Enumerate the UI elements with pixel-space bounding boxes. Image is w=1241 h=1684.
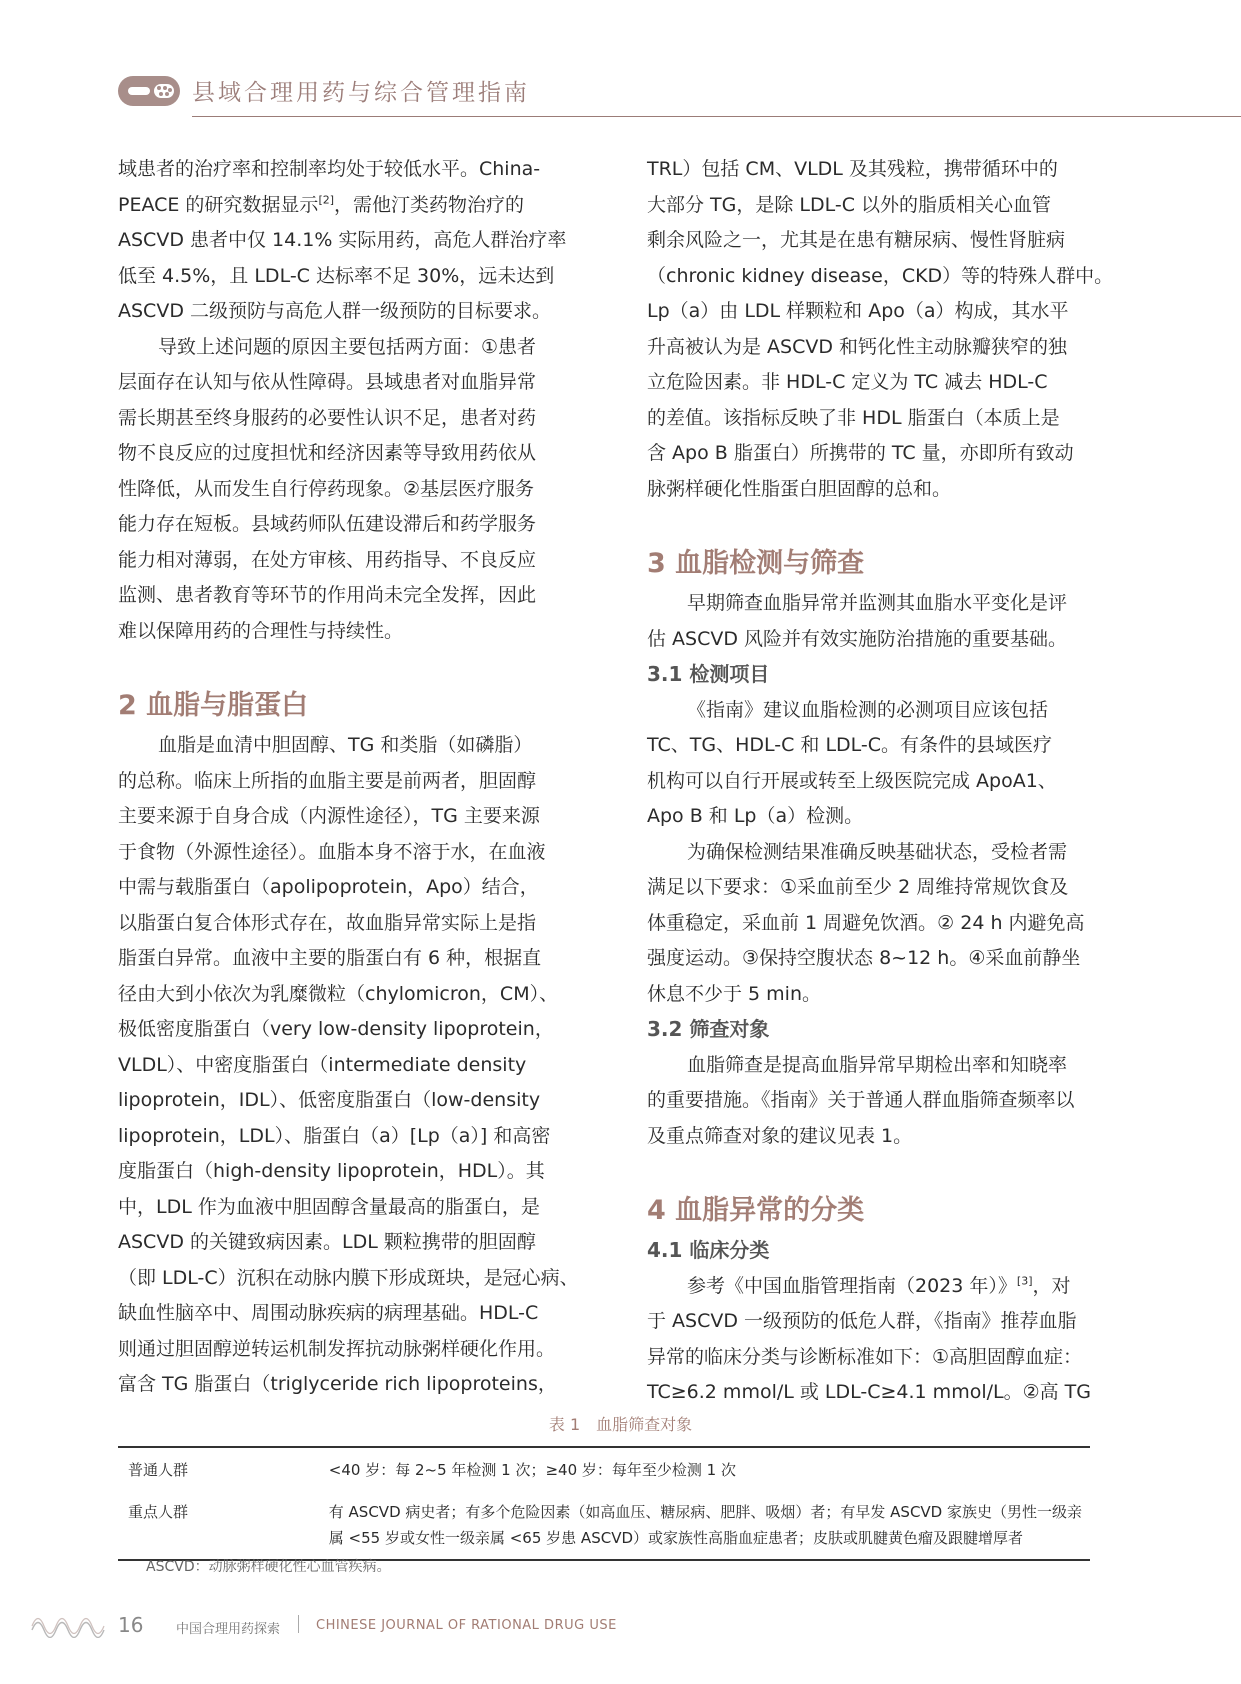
paragraph-5	[647, 586, 1095, 657]
text-line: ASCVD 患者中仅 14.1% 实际用药，高危人群治疗率	[118, 229, 567, 251]
text-line: 《指南》建议血脂检测的必测项目应该包括	[687, 698, 1049, 721]
text-line: 体重稳定，采血前 1 周避免饮酒。② 24 h 内避免高	[647, 911, 1085, 934]
text-line: ASCVD 二级预防与高危人群一级预防的目标要求。	[118, 300, 551, 322]
paragraph-4	[647, 152, 1114, 507]
table-note: ASCVD：动脉粥样硬化性心血管疾病。	[146, 1559, 391, 1575]
text-line: 缺血性脑卒中、周围动脉疾病的病理基础。HDL-C	[118, 1302, 539, 1324]
text-line: 中需与载脂蛋白（apolipoprotein，Apo）结合，	[118, 876, 539, 898]
wave-ornament-icon	[30, 1614, 110, 1638]
section-heading-4: 4 血脂异常的分类	[647, 1195, 865, 1226]
text-line: TC、TG、HDL-C 和 LDL-C。有条件的县域医疗	[647, 734, 1053, 756]
paragraph-6	[647, 693, 1095, 835]
paragraph-8	[647, 1048, 1095, 1155]
text-line: 富含 TG 脂蛋白（triglyceride rich lipoproteins，	[118, 1373, 557, 1395]
header-rule	[192, 116, 1241, 117]
text-line: 层面存在认知与依从性障碍。县域患者对血脂异常	[118, 371, 537, 393]
header-title: 县域合理用药与综合管理指南	[192, 80, 530, 106]
text-line: 的总称。临床上所指的血脂主要是前两者，胆固醇	[118, 769, 537, 792]
paragraph-7	[647, 835, 1095, 1013]
table-row	[118, 1491, 1090, 1560]
text-line: 难以保障用药的合理性与持续性。	[118, 619, 404, 642]
text-line: 径由大到小依次为乳糜微粒（chylomicron，CM）、	[118, 982, 559, 1005]
text-line: Lp（a）由 LDL 样颗粒和 Apo（a）构成，其水平	[647, 300, 1069, 322]
text-line: 的差值。该指标反映了非 HDL 脂蛋白（本质上是	[647, 406, 1060, 429]
text-line: 于食物（外源性途径）。血脂本身不溶于水，在血液	[118, 840, 546, 863]
text-line: 脂蛋白异常。血液中主要的脂蛋白有 6 种，根据直	[118, 947, 542, 969]
text-line: 剩余风险之一，尤其是在患有糖尿病、慢性肾脏病	[647, 229, 1066, 251]
left-column	[118, 152, 579, 1403]
text-line: 脉粥样硬化性脂蛋白胆固醇的总和。	[647, 477, 952, 500]
text-line: lipoprotein，LDL）、脂蛋白（a）[Lp（a）] 和高密	[118, 1124, 551, 1147]
text-line: （chronic kidney disease，CKD）等的特殊人群中。	[647, 264, 1114, 287]
text-line: 参考《中国血脂管理指南（2023 年）》[3]，对	[687, 1274, 1071, 1297]
text-line: lipoprotein，IDL）、低密度脂蛋白（low-density	[118, 1089, 541, 1111]
text-line: 能力相对薄弱，在处方审核、用药指导、不良反应	[118, 548, 537, 571]
text-line: TRL）包括 CM、VLDL 及其残粒，携带循环中的	[647, 158, 1058, 180]
section-heading-3: 3 血脂检测与筛查	[647, 548, 865, 579]
text-line: 极低密度脂蛋白（very low-density lipoprotein，	[118, 1018, 554, 1040]
reference-mark: [3]	[1016, 1274, 1033, 1288]
text-line: 需长期甚至终身服药的必要性认识不足，患者对药	[118, 406, 537, 429]
text-line: 及重点筛查对象的建议见表 1。	[647, 1124, 913, 1147]
text-line: 中，LDL 作为血液中胆固醇含量最高的脂蛋白，是	[118, 1195, 540, 1218]
text-line: 休息不少于 5 min。	[647, 982, 821, 1005]
text-line: 异常的临床分类与诊断标准如下：①高胆固醇血症：	[647, 1345, 1083, 1368]
text-line: （即 LDL-C）沉积在动脉内膜下形成斑块，是冠心病、	[118, 1266, 579, 1289]
text-line: 含 Apo B 脂蛋白）所携带的 TC 量，亦即所有致动	[647, 442, 1074, 464]
text-line: 则通过胆固醇逆转运机制发挥抗动脉粥样硬化作用。	[118, 1337, 556, 1360]
text-line: ASCVD 的关键致病因素。LDL 颗粒携带的胆固醇	[118, 1231, 536, 1253]
journal-name-en: CHINESE JOURNAL OF RATIONAL DRUG USE	[316, 1618, 617, 1633]
paragraph-2	[118, 330, 566, 650]
text-line: TC≥6.2 mmol/L 或 LDL-C≥4.1 mmol/L。②高 TG	[647, 1381, 1091, 1403]
journal-logo-icon	[118, 76, 180, 106]
page-number: 16	[118, 1613, 144, 1637]
table-title: 表 1 血脂筛查对象	[548, 1415, 693, 1434]
text-line: Apo B 和 Lp（a）检测。	[647, 805, 864, 827]
text-line: 物不良反应的过度担忧和经济因素等导致用药依从	[118, 442, 537, 464]
running-header	[118, 70, 1241, 114]
text-line: 血脂是血清中胆固醇、TG 和类脂（如磷脂）	[158, 734, 533, 756]
text-line: 早期筛查血脂异常并监测其血脂水平变化是评	[687, 592, 1068, 614]
text-line: PEACE 的研究数据显示[2]，需他汀类药物治疗的	[118, 193, 525, 216]
text-line: 强度运动。③保持空腹状态 8~12 h。④采血前静坐	[647, 947, 1081, 969]
text-line: 机构可以自行开展或转至上级医院完成 ApoA1、	[647, 769, 1057, 792]
text-line: 域患者的治疗率和控制率均处于较低水平。China-	[118, 158, 541, 180]
footer-divider	[298, 1615, 299, 1633]
subsection-heading-4-1: 4.1 临床分类	[647, 1238, 770, 1262]
subsection-heading-3-1: 3.1 检测项目	[647, 662, 770, 686]
table-cell-label: 重点人群	[128, 1503, 189, 1521]
text-line: 的重要措施。《指南》关于普通人群血脂筛查频率以	[647, 1089, 1075, 1111]
paragraph-9	[647, 1269, 1095, 1411]
text-line: 估 ASCVD 风险并有效实施防治措施的重要基础。	[647, 627, 1068, 650]
subsection-heading-3-2: 3.2 筛查对象	[647, 1017, 770, 1041]
text-line: 度脂蛋白（high-density lipoprotein，HDL）。其	[118, 1160, 545, 1182]
text-line: VLDL）、中密度脂蛋白（intermediate density	[118, 1053, 527, 1076]
section-heading-2: 2 血脂与脂蛋白	[118, 690, 309, 721]
table-cell-label: 普通人群	[128, 1461, 189, 1479]
text-line: 满足以下要求：①采血前至少 2 周维持常规饮食及	[647, 876, 1069, 898]
text-line: 主要来源于自身合成（内源性途径），TG 主要来源	[118, 805, 540, 827]
text-line: 血脂筛查是提高血脂异常早期检出率和知晓率	[687, 1053, 1068, 1076]
text-line: 大部分 TG，是除 LDL-C 以外的脂质相关心血管	[647, 193, 1052, 216]
paragraph-1	[118, 152, 566, 330]
text-line: 能力存在短板。县域药师队伍建设滞后和药学服务	[118, 513, 537, 535]
text-line: 为确保检测结果准确反映基础状态，受检者需	[687, 840, 1068, 863]
reference-mark: [2]	[318, 193, 335, 207]
text-line: 性降低，从而发生自行停药现象。②基层医疗服务	[118, 477, 535, 500]
text-line: 升高被认为是 ASCVD 和钙化性主动脉瓣狭窄的独	[647, 335, 1068, 358]
table-cell-value: 有 ASCVD 病史者；有多个危险因素（如高血压、糖尿病、肥胖、吸烟）者；有早发 ASCVD 家族史（男性一级亲 属 <55 岁或女性一级亲属 <65 岁患 ASCVD）或家族性高脂血症患者；皮肤或肌腱黄色瘤及跟腱增厚者	[328, 1503, 1082, 1547]
text-line: 监测、患者教育等环节的作用尚未完全发挥，因此	[118, 584, 537, 606]
table-row	[118, 1447, 1090, 1491]
right-column	[647, 152, 1114, 1411]
text-line: 以脂蛋白复合体形式存在，故血脂异常实际上是指	[118, 911, 537, 934]
text-line: 于 ASCVD 一级预防的低危人群，《指南》推荐血脂	[647, 1310, 1077, 1332]
text-line: 导致上述问题的原因主要包括两方面：①患者	[158, 335, 537, 358]
text-line: 立危险因素。非 HDL-C 定义为 TC 减去 HDL-C	[647, 371, 1048, 393]
screening-table	[118, 1446, 1090, 1561]
text-line: 低至 4.5%，且 LDL-C 达标率不足 30%，远未达到	[118, 264, 555, 287]
journal-name-cn: 中国合理用药探索	[176, 1622, 281, 1637]
table-cell-value: <40 岁：每 2~5 年检测 1 次；≥40 岁：每年至少检测 1 次	[328, 1461, 736, 1479]
paragraph-3	[118, 728, 579, 1403]
